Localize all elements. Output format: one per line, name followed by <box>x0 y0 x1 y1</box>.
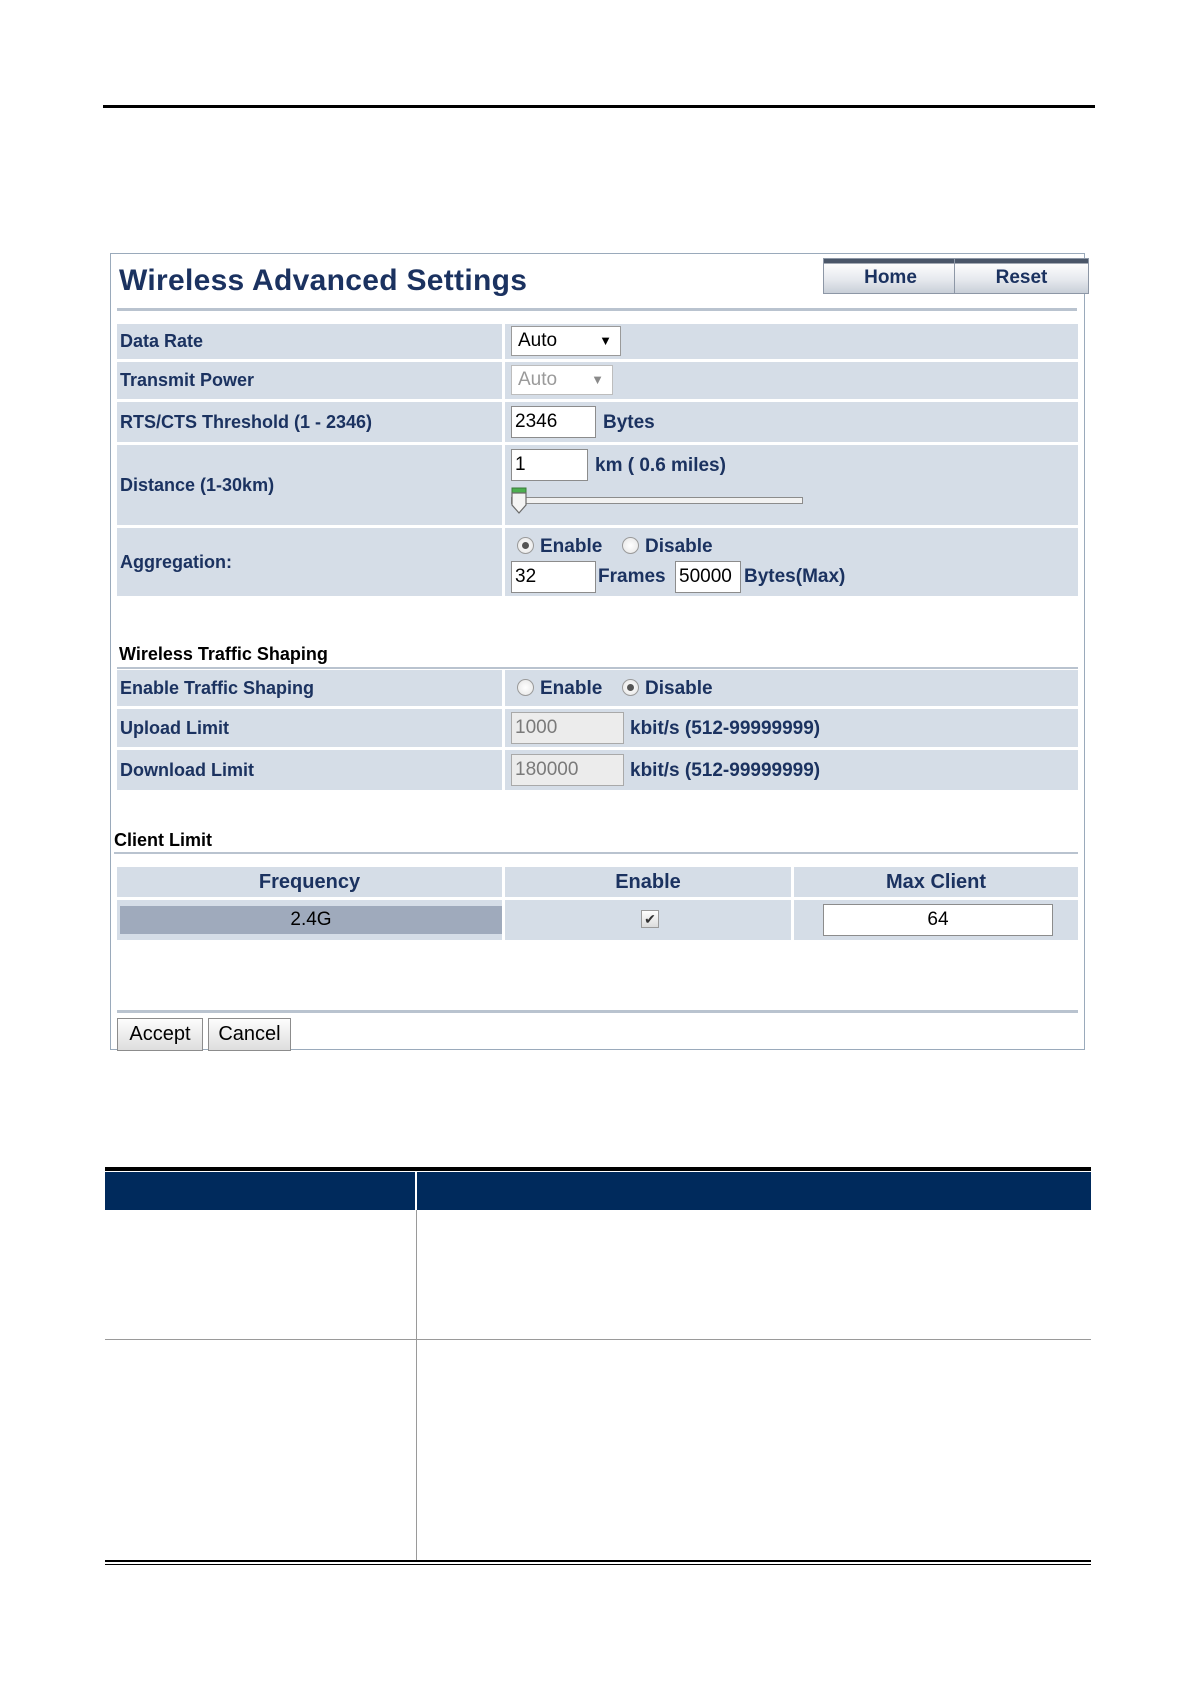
client-limit-header-frequency: Frequency <box>117 867 502 897</box>
accept-button[interactable]: Accept <box>117 1018 203 1051</box>
data-rate-select[interactable]: Auto ▼ <box>511 326 621 356</box>
description-table <box>105 1167 1091 1565</box>
table-top-rule <box>105 1167 1091 1171</box>
client-limit-header-max-client: Max Client <box>794 867 1078 897</box>
traffic-shaping-section-title: Wireless Traffic Shaping <box>119 644 328 664</box>
aggregation-enable-radio[interactable] <box>517 537 534 554</box>
client-limit-header-enable: Enable <box>505 867 791 897</box>
upload-limit-input[interactable]: 1000 <box>511 712 624 744</box>
traffic-shaping-divider <box>117 667 1078 669</box>
rts-cts-unit: Bytes <box>603 412 655 433</box>
table-bottom-rule <box>105 1560 1091 1562</box>
chevron-down-icon: ▼ <box>591 372 604 387</box>
data-rate-label: Data Rate <box>117 324 502 359</box>
client-limit-section-title: Client Limit <box>114 830 212 850</box>
client-limit-enable-cell <box>505 900 791 940</box>
reset-button[interactable]: Reset <box>954 258 1089 294</box>
download-limit-unit: kbit/s (512-99999999) <box>630 760 821 781</box>
transmit-power-row <box>117 362 1078 399</box>
table-row-divider <box>105 1339 1091 1340</box>
home-button[interactable]: Home <box>823 258 958 294</box>
distance-row <box>117 445 1078 525</box>
page-title: Wireless Advanced Settings <box>119 264 528 297</box>
rts-cts-label: RTS/CTS Threshold (1 - 2346) <box>117 402 502 442</box>
upload-limit-row <box>117 709 1078 747</box>
table-bottom-rule-thin <box>105 1564 1091 1565</box>
enable-traffic-shaping-row <box>117 670 1078 706</box>
data-rate-row <box>117 324 1078 359</box>
max-client-input[interactable]: 64 <box>823 904 1053 936</box>
client-limit-frequency-cell <box>117 900 502 940</box>
traffic-shaping-disable-label: Disable <box>645 678 713 699</box>
download-limit-label: Download Limit <box>117 750 502 790</box>
download-limit-input[interactable]: 180000 <box>511 754 624 786</box>
transmit-power-label: Transmit Power <box>117 362 502 399</box>
aggregation-frames-label: Frames <box>598 566 666 587</box>
client-limit-divider <box>114 852 1078 854</box>
aggregation-disable-label: Disable <box>645 536 713 557</box>
page-header-rule <box>103 105 1095 108</box>
table-header-divider <box>415 1172 417 1210</box>
upload-limit-unit: kbit/s (512-99999999) <box>630 718 821 739</box>
upload-limit-label: Upload Limit <box>117 709 502 747</box>
table-column-divider <box>416 1210 417 1560</box>
title-divider <box>117 308 1077 311</box>
aggregation-bytes-input[interactable]: 50000 <box>675 561 741 593</box>
chevron-down-icon: ▼ <box>599 333 612 348</box>
aggregation-enable-label: Enable <box>540 536 603 557</box>
enable-traffic-shaping-label: Enable Traffic Shaping <box>117 670 502 706</box>
client-limit-max-cell <box>794 900 1078 940</box>
client-limit-enable-checkbox[interactable]: ✔ <box>641 910 659 928</box>
aggregation-bytes-label: Bytes(Max) <box>744 566 846 587</box>
distance-slider-track[interactable] <box>511 497 803 504</box>
footer-divider <box>117 1010 1078 1013</box>
distance-input[interactable]: 1 <box>511 449 588 481</box>
distance-slider-thumb[interactable] <box>511 487 527 515</box>
cancel-button[interactable]: Cancel <box>208 1018 291 1051</box>
distance-label: Distance (1-30km) <box>117 445 502 525</box>
distance-unit: km ( 0.6 miles) <box>595 455 726 476</box>
download-limit-row <box>117 750 1078 790</box>
aggregation-label: Aggregation: <box>117 528 502 596</box>
table-header <box>105 1172 1091 1210</box>
rts-cts-row <box>117 402 1078 442</box>
aggregation-row <box>117 528 1078 596</box>
traffic-shaping-disable-radio[interactable] <box>622 679 639 696</box>
aggregation-frames-input[interactable]: 32 <box>511 561 596 593</box>
transmit-power-select[interactable]: Auto ▼ <box>511 365 613 395</box>
traffic-shaping-enable-label: Enable <box>540 678 603 699</box>
aggregation-disable-radio[interactable] <box>622 537 639 554</box>
rts-cts-input[interactable]: 2346 <box>511 406 596 438</box>
wireless-advanced-settings-panel <box>110 253 1085 1050</box>
frequency-value: 2.4G <box>120 906 502 934</box>
traffic-shaping-enable-radio[interactable] <box>517 679 534 696</box>
